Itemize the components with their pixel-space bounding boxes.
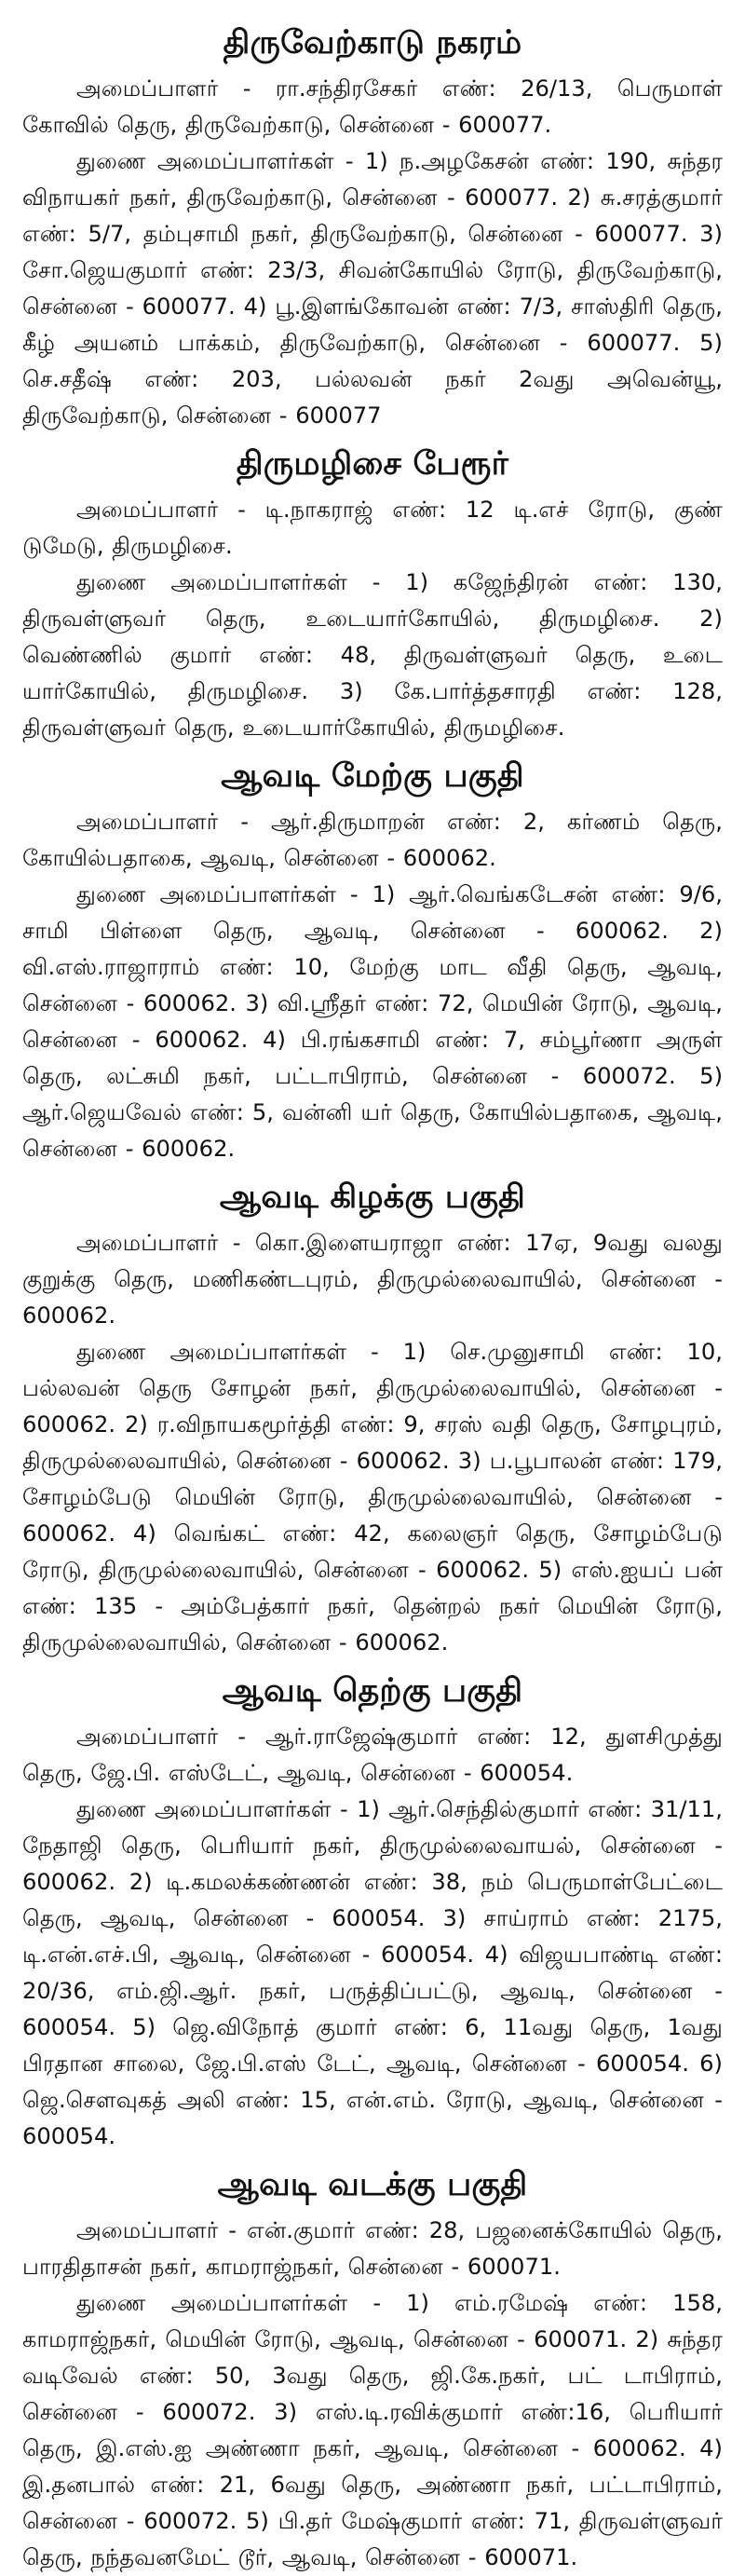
section-avadi-south [22, 1667, 723, 2155]
section-heading: ஆவடி மேற்கு பகுதி [221, 757, 524, 795]
section-thirumazhisai [22, 440, 723, 746]
section-avadi-west [22, 752, 723, 1167]
deputies-paragraph: துணை அமைப்பாளர்கள் - 1) செ.முனுசாமி எண்: 10, பல்லவன் தெரு சோழன் நகர், திருமுல்லைவாயில், சென்னை - 600062. 2) ர.விநாயகமூர்த்தி எண்: 9, சரஸ் வதி தெரு, சோழபுரம், திருமுல்லைவாயில், சென்னை - 600062. 3) ப.பூபாலன் எண்: 179, சோழம்பேடு மெயின் ரோடு, திருமுல்லைவாயில், சென்னை - 600062. 4) வெங்கட் எண்: 42, கலைஞர் தெரு, சோழம்பேடு ரோடு, திருமுல்லைவாயில், சென்னை - 600062. 5) எஸ்.ஐயப் பன் எண்: 135 - அம்பேத்கார் நகர், தென்றல் நகர் மெயின் ரோடு, திருமுல்லைவாயில், சென்னை - 600062. [22, 1339, 723, 1656]
section-avadi-north [22, 2160, 723, 2576]
organizer-paragraph: அமைப்பாளர் - கொ.இளையராஜா எண்: 17ஏ, 9வது வலது குறுக்கு தெரு, மணிகண்டபுரம், திருமுல்லைவாயில், சென்னை - 600062. [22, 1230, 723, 1329]
section-heading: ஆவடி வடக்கு பகுதி [217, 2166, 528, 2203]
section-heading: ஆவடி தெற்கு பகுதி [222, 1672, 523, 1710]
deputies-paragraph: துணை அமைப்பாளர்கள் - 1) ந.அழகேசன் எண்: 190, சுந்தர விநாயகர் நகர், திருவேற்காடு, சென்னை - 600077. 2) சு.சரத்குமார் எண்: 5/7, தம்புசாமி நகர், திருவேற்காடு, சென்னை - 600077. 3) சோ.ஜெயகுமார் எண்: 23/3, சிவன்கோயில் ரோடு, திருவேற்காடு, சென்னை - 600077. 4) பூ.இளங்கோவன் எண்: 7/3, சாஸ்திரி தெரு, கீழ் அயனம் பாக்கம், திருவேற்காடு, சென்னை - 600077. 5) செ.சதீஷ் எண்: 203, பல்லவன் நகர் 2வது அவென்யூ, திருவேற்காடு, சென்னை - 600077 [22, 148, 723, 429]
deputies-paragraph: துணை அமைப்பாளர்கள் - 1) கஜேந்திரன் எண்: 130, திருவள்ளுவர் தெரு, உடையார்கோயில், திருமழிசை. 2) வெண்ணில் குமார் எண்: 48, திருவள்ளுவர் தெரு, உடை யார்கோயில், திருமழிசை. 3) கே.பார்த்தசாரதி எண்: 128, திருவள்ளுவர் தெரு, உடையார்கோயில், திருமழிசை. [22, 569, 723, 741]
section-heading: திருமழிசை பேரூர் [236, 445, 509, 483]
organizer-paragraph: அமைப்பாளர் - ஆர்.ராஜேஷ்குமார் எண்: 12, துளசிமுத்து தெரு, ஜே.பி. எஸ்டேட், ஆவடி, சென்னை - 600054. [22, 1724, 723, 1786]
organizer-paragraph: அமைப்பாளர் - டி.நாகராஜ் எண்: 12 டி.எச் ரோடு, குண் டுமேடு, திருமழிசை. [22, 497, 723, 559]
organizer-paragraph: அமைப்பாளர் - என்.குமார் எண்: 28, பஜனைக்கோயில் தெரு, பாரதிதாசன் நகர், காமராஜ்நகர், சென்னை - 600071. [22, 2217, 723, 2280]
organizer-paragraph: அமைப்பாளர் - ரா.சந்திரசேகர் எண்: 26/13, பெருமாள் கோவில் தெரு, திருவேற்காடு, சென்னை - 600077. [22, 75, 723, 138]
section-thiruverkadu [22, 19, 723, 434]
deputies-paragraph: துணை அமைப்பாளர்கள் - 1) ஆர்.வெங்கடேசன் எண்: 9/6, சாமி பிள்ளை தெரு, ஆவடி, சென்னை - 600062. 2) வி.எஸ்.ராஜாராம் எண்: 10, மேற்கு மாட வீதி தெரு, ஆவடி, சென்னை - 600062. 3) வி.ஸ்ரீதர் எண்: 72, மெயின் ரோடு, ஆவடி, சென்னை - 600062. 4) பி.ரங்கசாமி எண்: 7, சம்பூர்ணா அருள் தெரு, லட்சுமி நகர், பட்டாபிராம், சென்னை - 600072. 5) ஆர்.ஜெயவேல் எண்: 5, வன்னி யர் தெரு, கோயில்பதாகை, ஆவடி, சென்னை - 600062. [22, 881, 723, 1162]
section-avadi-east [22, 1173, 723, 1661]
deputies-paragraph: துணை அமைப்பாளர்கள் - 1) ஆர்.செந்தில்குமார் எண்: 31/11, நேதாஜி தெரு, பெரியார் நகர், திருமுல்லைவாயல், சென்னை - 600062. 2) டி.கமலக்கண்ணன் எண்: 38, நம் பெருமாள்பேட்டை தெரு, ஆவடி, சென்னை - 600054. 3) சாய்ராம் எண்: 2175, டி.என்.எச்.பி, ஆவடி, சென்னை - 600054. 4) விஜயபாண்டி எண்: 20/36, எம்.ஜி.ஆர். நகர், பருத்திப்பட்டு, ஆவடி, சென்னை - 600054. 5) ஜெ.விநோத் குமார் எண்: 6, 11வது தெரு, 1வது பிரதான சாலை, ஜே.பி.எஸ் டேட், ஆவடி, சென்னை - 600054. 6) ஜெ.சௌவுகத் அலி எண்: 15, என்.எம். ரோடு, ஆவடி, சென்னை - 600054. [22, 1796, 723, 2149]
section-heading: ஆவடி கிழக்கு பகுதி [219, 1179, 526, 1216]
organizer-paragraph: அமைப்பாளர் - ஆர்.திருமாறன் எண்: 2, கர்ணம் தெரு, கோயில்பதாகை, ஆவடி, சென்னை - 600062. [22, 809, 723, 871]
section-heading: திருவேற்காடு நகரம் [223, 24, 522, 61]
deputies-paragraph: துணை அமைப்பாளர்கள் - 1) எம்.ரமேஷ் எண்: 158, காமராஜ்நகர், மெயின் ரோடு, ஆவடி, சென்னை - 600071. 2) சுந்தர வடிவேல் எண்: 50, 3வது தெரு, ஜி.கே.நகர், பட் டாபிராம், சென்னை - 600072. 3) எஸ்.டி.ரவிக்குமார் எண்:16, பெரியார் தெரு, இ.எஸ்.ஐ அண்ணா நகர், ஆவடி, சென்னை - 600062. 4) இ.தனபால் எண்: 21, 6வது தெரு, அண்ணா நகர், பட்டாபிராம், சென்னை - 600072. 5) பி.தர் மேஷ்குமார் எண்: 71, திருவள்ளுவர் தெரு, நந்தவனமேட் டூர், ஆவடி, சென்னை - 600071. [22, 2290, 723, 2570]
